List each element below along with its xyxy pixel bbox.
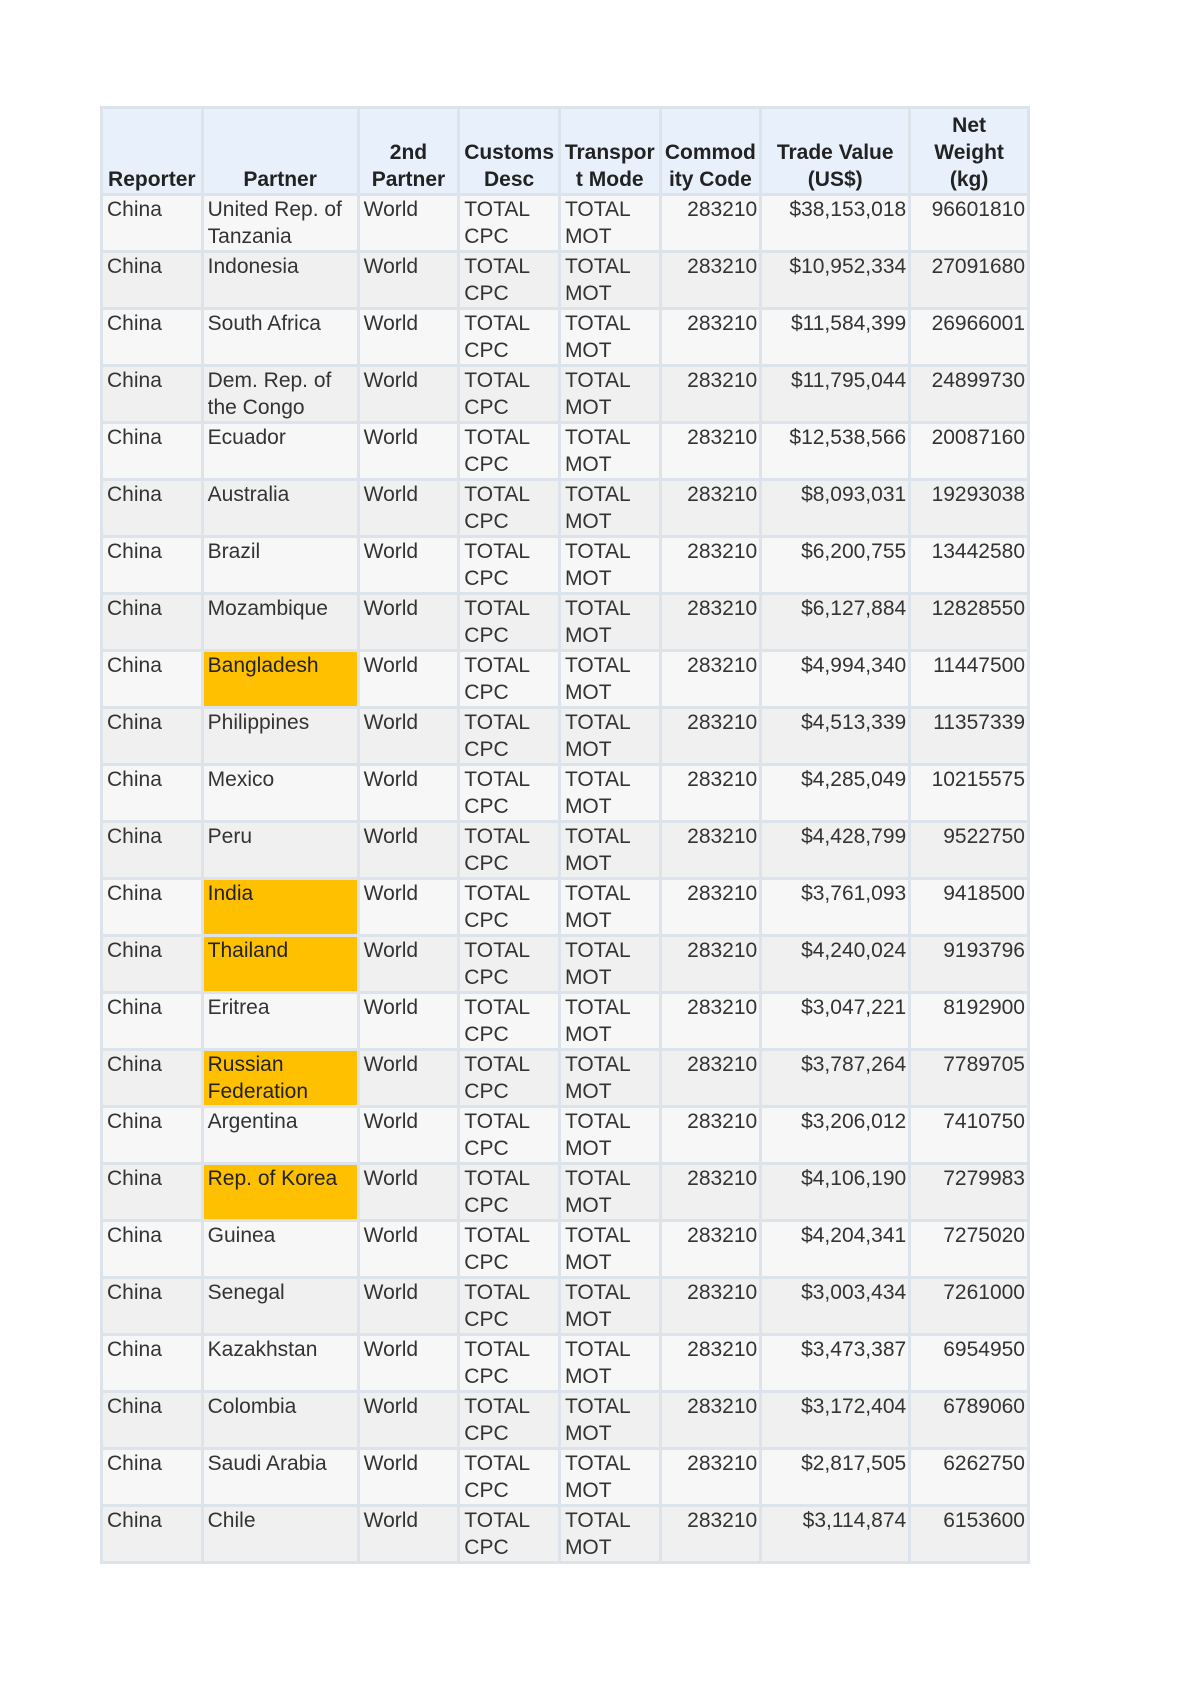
commodity-code-cell: 283210	[662, 424, 760, 478]
partner-cell: Philippines	[204, 709, 357, 763]
table-row	[103, 937, 1027, 991]
net-weight-cell: 6789060	[911, 1393, 1027, 1447]
trade-value-cell: $3,003,434	[762, 1279, 908, 1333]
net-weight-cell: 7279983	[911, 1165, 1027, 1219]
trade-value-cell: $6,127,884	[762, 595, 908, 649]
net-weight-cell: 7789705	[911, 1051, 1027, 1105]
second-partner-cell: World	[360, 1336, 458, 1390]
transport-mode-cell: TOTAL MOT	[561, 595, 659, 649]
partner-cell: Ecuador	[204, 424, 357, 478]
net-weight-cell: 9418500	[911, 880, 1027, 934]
second-partner-cell: World	[360, 1279, 458, 1333]
table-row	[103, 1393, 1027, 1447]
commodity-code-cell: 283210	[662, 1051, 760, 1105]
customs-desc-cell: TOTAL CPC	[460, 196, 558, 250]
commodity-code-cell: 283210	[662, 1108, 760, 1162]
commodity-code-cell: 283210	[662, 823, 760, 877]
net-weight-cell: 11447500	[911, 652, 1027, 706]
reporter-cell: China	[103, 1279, 201, 1333]
partner-cell: Eritrea	[204, 994, 357, 1048]
partner-cell: Thailand	[204, 937, 357, 991]
reporter-cell: China	[103, 766, 201, 820]
customs-desc-cell: TOTAL CPC	[460, 595, 558, 649]
commodity-code-cell: 283210	[662, 310, 760, 364]
reporter-cell: China	[103, 538, 201, 592]
transport-mode-cell: TOTAL MOT	[561, 880, 659, 934]
table-row	[103, 367, 1027, 421]
transport-mode-cell: TOTAL MOT	[561, 367, 659, 421]
transport-mode-cell: TOTAL MOT	[561, 1450, 659, 1504]
transport-mode-cell: TOTAL MOT	[561, 1279, 659, 1333]
customs-desc-cell: TOTAL CPC	[460, 1165, 558, 1219]
table-row	[103, 196, 1027, 250]
commodity-code-cell: 283210	[662, 766, 760, 820]
customs-desc-cell: TOTAL CPC	[460, 937, 558, 991]
partner-cell: Argentina	[204, 1108, 357, 1162]
table-body	[103, 196, 1027, 1561]
table-row	[103, 766, 1027, 820]
reporter-cell: China	[103, 1507, 201, 1561]
trade-value-cell: $3,761,093	[762, 880, 908, 934]
net-weight-cell: 19293038	[911, 481, 1027, 535]
trade-value-cell: $3,787,264	[762, 1051, 908, 1105]
second-partner-cell: World	[360, 1393, 458, 1447]
commodity-code-cell: 283210	[662, 1222, 760, 1276]
commodity-code-cell: 283210	[662, 709, 760, 763]
transport-mode-cell: TOTAL MOT	[561, 481, 659, 535]
customs-desc-cell: TOTAL CPC	[460, 1051, 558, 1105]
reporter-cell: China	[103, 196, 201, 250]
net-weight-cell: 20087160	[911, 424, 1027, 478]
second-partner-cell: World	[360, 481, 458, 535]
partner-cell: Mexico	[204, 766, 357, 820]
trade-data-table	[100, 106, 1030, 1564]
transport-mode-cell: TOTAL MOT	[561, 937, 659, 991]
trade-value-cell: $3,172,404	[762, 1393, 908, 1447]
trade-value-cell: $4,994,340	[762, 652, 908, 706]
transport-mode-cell: TOTAL MOT	[561, 1336, 659, 1390]
table-row	[103, 880, 1027, 934]
trade-value-cell: $3,114,874	[762, 1507, 908, 1561]
net-weight-cell: 96601810	[911, 196, 1027, 250]
net-weight-cell: 26966001	[911, 310, 1027, 364]
trade-value-cell: $2,817,505	[762, 1450, 908, 1504]
second-partner-cell: World	[360, 595, 458, 649]
table-row	[103, 1336, 1027, 1390]
customs-desc-cell: TOTAL CPC	[460, 481, 558, 535]
column-header-reporter: Reporter	[103, 109, 201, 193]
column-header-commodity-code: Commod ity Code	[662, 109, 760, 193]
second-partner-cell: World	[360, 937, 458, 991]
commodity-code-cell: 283210	[662, 538, 760, 592]
second-partner-cell: World	[360, 196, 458, 250]
transport-mode-cell: TOTAL MOT	[561, 1051, 659, 1105]
customs-desc-cell: TOTAL CPC	[460, 766, 558, 820]
commodity-code-cell: 283210	[662, 595, 760, 649]
reporter-cell: China	[103, 310, 201, 364]
reporter-cell: China	[103, 652, 201, 706]
table-row	[103, 823, 1027, 877]
partner-cell: Colombia	[204, 1393, 357, 1447]
commodity-code-cell: 283210	[662, 880, 760, 934]
customs-desc-cell: TOTAL CPC	[460, 994, 558, 1048]
second-partner-cell: World	[360, 1051, 458, 1105]
trade-value-cell: $3,206,012	[762, 1108, 908, 1162]
table-row	[103, 1450, 1027, 1504]
partner-cell: Kazakhstan	[204, 1336, 357, 1390]
net-weight-cell: 7261000	[911, 1279, 1027, 1333]
customs-desc-cell: TOTAL CPC	[460, 652, 558, 706]
trade-value-cell: $4,204,341	[762, 1222, 908, 1276]
trade-value-cell: $4,240,024	[762, 937, 908, 991]
net-weight-cell: 6153600	[911, 1507, 1027, 1561]
reporter-cell: China	[103, 1108, 201, 1162]
customs-desc-cell: TOTAL CPC	[460, 1279, 558, 1333]
column-header-trade-value: Trade Value (US$)	[762, 109, 908, 193]
net-weight-cell: 10215575	[911, 766, 1027, 820]
net-weight-cell: 8192900	[911, 994, 1027, 1048]
customs-desc-cell: TOTAL CPC	[460, 1507, 558, 1561]
transport-mode-cell: TOTAL MOT	[561, 1108, 659, 1162]
reporter-cell: China	[103, 595, 201, 649]
transport-mode-cell: TOTAL MOT	[561, 538, 659, 592]
column-header-partner: Partner	[204, 109, 357, 193]
trade-table-container	[100, 106, 1030, 1564]
trade-value-cell: $4,285,049	[762, 766, 908, 820]
net-weight-cell: 11357339	[911, 709, 1027, 763]
partner-cell: Bangladesh	[204, 652, 357, 706]
partner-cell: Chile	[204, 1507, 357, 1561]
transport-mode-cell: TOTAL MOT	[561, 424, 659, 478]
second-partner-cell: World	[360, 424, 458, 478]
column-header-customs-desc: Customs Desc	[460, 109, 558, 193]
reporter-cell: China	[103, 1336, 201, 1390]
second-partner-cell: World	[360, 1450, 458, 1504]
transport-mode-cell: TOTAL MOT	[561, 823, 659, 877]
transport-mode-cell: TOTAL MOT	[561, 994, 659, 1048]
reporter-cell: China	[103, 1051, 201, 1105]
trade-value-cell: $38,153,018	[762, 196, 908, 250]
commodity-code-cell: 283210	[662, 481, 760, 535]
partner-cell: Guinea	[204, 1222, 357, 1276]
reporter-cell: China	[103, 823, 201, 877]
second-partner-cell: World	[360, 994, 458, 1048]
commodity-code-cell: 283210	[662, 994, 760, 1048]
customs-desc-cell: TOTAL CPC	[460, 709, 558, 763]
partner-cell: Peru	[204, 823, 357, 877]
table-row	[103, 1108, 1027, 1162]
reporter-cell: China	[103, 1450, 201, 1504]
trade-value-cell: $4,513,339	[762, 709, 908, 763]
partner-cell: Russian Federation	[204, 1051, 357, 1105]
customs-desc-cell: TOTAL CPC	[460, 367, 558, 421]
customs-desc-cell: TOTAL CPC	[460, 1450, 558, 1504]
reporter-cell: China	[103, 1393, 201, 1447]
net-weight-cell: 6954950	[911, 1336, 1027, 1390]
trade-value-cell: $10,952,334	[762, 253, 908, 307]
second-partner-cell: World	[360, 310, 458, 364]
second-partner-cell: World	[360, 709, 458, 763]
trade-value-cell: $4,106,190	[762, 1165, 908, 1219]
transport-mode-cell: TOTAL MOT	[561, 1165, 659, 1219]
second-partner-cell: World	[360, 823, 458, 877]
table-row	[103, 1222, 1027, 1276]
customs-desc-cell: TOTAL CPC	[460, 823, 558, 877]
trade-value-cell: $11,795,044	[762, 367, 908, 421]
trade-value-cell: $4,428,799	[762, 823, 908, 877]
transport-mode-cell: TOTAL MOT	[561, 766, 659, 820]
customs-desc-cell: TOTAL CPC	[460, 1336, 558, 1390]
customs-desc-cell: TOTAL CPC	[460, 253, 558, 307]
net-weight-cell: 13442580	[911, 538, 1027, 592]
table-row	[103, 481, 1027, 535]
trade-value-cell: $6,200,755	[762, 538, 908, 592]
reporter-cell: China	[103, 367, 201, 421]
partner-cell: Senegal	[204, 1279, 357, 1333]
trade-value-cell: $12,538,566	[762, 424, 908, 478]
transport-mode-cell: TOTAL MOT	[561, 196, 659, 250]
net-weight-cell: 12828550	[911, 595, 1027, 649]
net-weight-cell: 27091680	[911, 253, 1027, 307]
reporter-cell: China	[103, 481, 201, 535]
reporter-cell: China	[103, 937, 201, 991]
second-partner-cell: World	[360, 766, 458, 820]
partner-cell: Indonesia	[204, 253, 357, 307]
net-weight-cell: 7410750	[911, 1108, 1027, 1162]
partner-cell: India	[204, 880, 357, 934]
net-weight-cell: 24899730	[911, 367, 1027, 421]
customs-desc-cell: TOTAL CPC	[460, 424, 558, 478]
table-row	[103, 424, 1027, 478]
commodity-code-cell: 283210	[662, 937, 760, 991]
trade-value-cell: $3,473,387	[762, 1336, 908, 1390]
commodity-code-cell: 283210	[662, 253, 760, 307]
trade-value-cell: $11,584,399	[762, 310, 908, 364]
net-weight-cell: 6262750	[911, 1450, 1027, 1504]
partner-cell: Mozambique	[204, 595, 357, 649]
reporter-cell: China	[103, 994, 201, 1048]
commodity-code-cell: 283210	[662, 652, 760, 706]
commodity-code-cell: 283210	[662, 367, 760, 421]
customs-desc-cell: TOTAL CPC	[460, 1393, 558, 1447]
table-row	[103, 595, 1027, 649]
reporter-cell: China	[103, 1222, 201, 1276]
table-row	[103, 1279, 1027, 1333]
transport-mode-cell: TOTAL MOT	[561, 1507, 659, 1561]
partner-cell: Brazil	[204, 538, 357, 592]
partner-cell: United Rep. of Tanzania	[204, 196, 357, 250]
partner-cell: Australia	[204, 481, 357, 535]
reporter-cell: China	[103, 424, 201, 478]
partner-cell: South Africa	[204, 310, 357, 364]
commodity-code-cell: 283210	[662, 1450, 760, 1504]
commodity-code-cell: 283210	[662, 1507, 760, 1561]
table-row	[103, 1051, 1027, 1105]
customs-desc-cell: TOTAL CPC	[460, 538, 558, 592]
transport-mode-cell: TOTAL MOT	[561, 1222, 659, 1276]
partner-cell: Rep. of Korea	[204, 1165, 357, 1219]
table-row	[103, 994, 1027, 1048]
transport-mode-cell: TOTAL MOT	[561, 1393, 659, 1447]
partner-cell: Dem. Rep. of the Congo	[204, 367, 357, 421]
transport-mode-cell: TOTAL MOT	[561, 253, 659, 307]
transport-mode-cell: TOTAL MOT	[561, 310, 659, 364]
second-partner-cell: World	[360, 652, 458, 706]
second-partner-cell: World	[360, 253, 458, 307]
column-header-second-partner: 2nd Partner	[360, 109, 458, 193]
reporter-cell: China	[103, 253, 201, 307]
second-partner-cell: World	[360, 538, 458, 592]
commodity-code-cell: 283210	[662, 1165, 760, 1219]
net-weight-cell: 9522750	[911, 823, 1027, 877]
table-row	[103, 709, 1027, 763]
table-row	[103, 652, 1027, 706]
second-partner-cell: World	[360, 1165, 458, 1219]
transport-mode-cell: TOTAL MOT	[561, 709, 659, 763]
second-partner-cell: World	[360, 880, 458, 934]
reporter-cell: China	[103, 1165, 201, 1219]
reporter-cell: China	[103, 880, 201, 934]
customs-desc-cell: TOTAL CPC	[460, 310, 558, 364]
partner-cell: Saudi Arabia	[204, 1450, 357, 1504]
header-row	[103, 109, 1027, 193]
commodity-code-cell: 283210	[662, 1393, 760, 1447]
table-row	[103, 1165, 1027, 1219]
commodity-code-cell: 283210	[662, 1336, 760, 1390]
commodity-code-cell: 283210	[662, 1279, 760, 1333]
reporter-cell: China	[103, 709, 201, 763]
customs-desc-cell: TOTAL CPC	[460, 1222, 558, 1276]
table-row	[103, 310, 1027, 364]
net-weight-cell: 9193796	[911, 937, 1027, 991]
table-row	[103, 538, 1027, 592]
second-partner-cell: World	[360, 367, 458, 421]
customs-desc-cell: TOTAL CPC	[460, 1108, 558, 1162]
net-weight-cell: 7275020	[911, 1222, 1027, 1276]
trade-value-cell: $8,093,031	[762, 481, 908, 535]
commodity-code-cell: 283210	[662, 196, 760, 250]
table-row	[103, 253, 1027, 307]
trade-value-cell: $3,047,221	[762, 994, 908, 1048]
table-row	[103, 1507, 1027, 1561]
customs-desc-cell: TOTAL CPC	[460, 880, 558, 934]
column-header-net-weight: Net Weight (kg)	[911, 109, 1027, 193]
second-partner-cell: World	[360, 1507, 458, 1561]
transport-mode-cell: TOTAL MOT	[561, 652, 659, 706]
column-header-transport-mode: Transpor t Mode	[561, 109, 659, 193]
second-partner-cell: World	[360, 1108, 458, 1162]
second-partner-cell: World	[360, 1222, 458, 1276]
